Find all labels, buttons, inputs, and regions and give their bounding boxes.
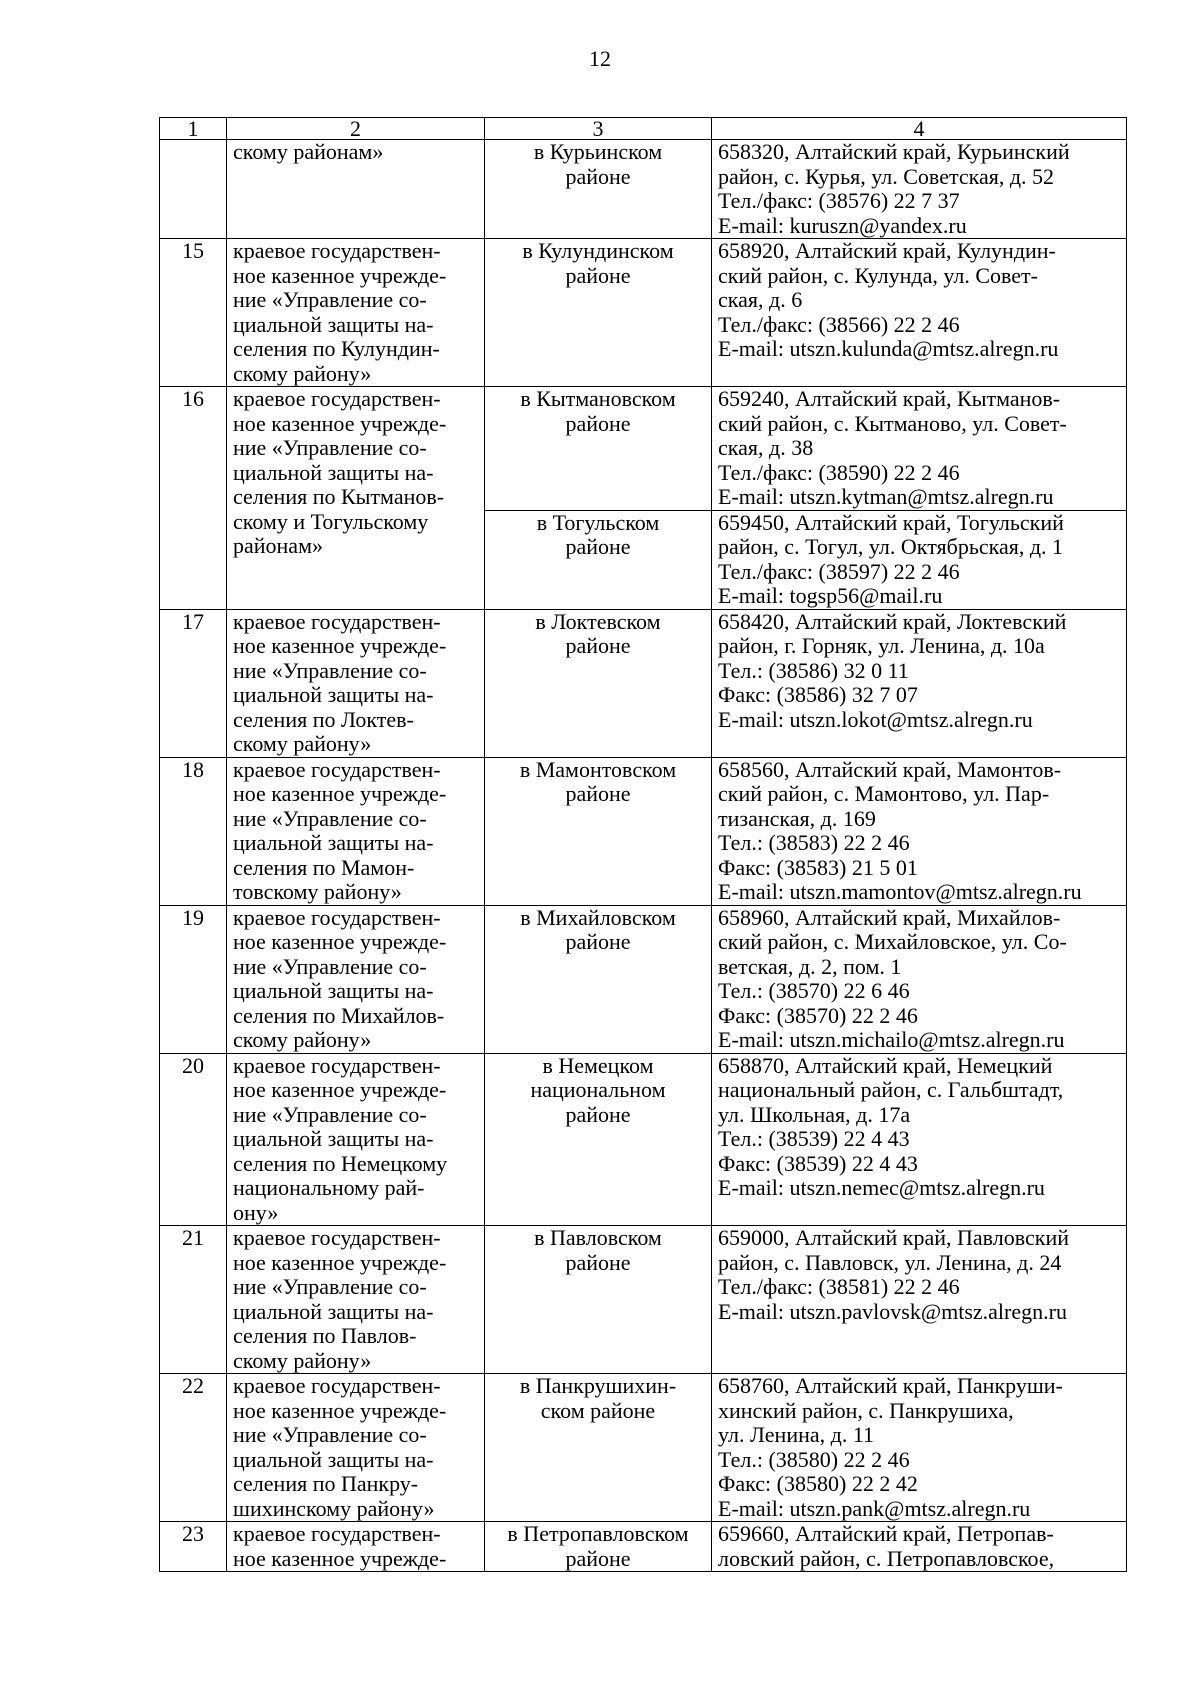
institution-name <box>227 387 485 610</box>
address-line: Тел.: (38583) 22 2 46 <box>718 830 910 855</box>
district-cell <box>485 757 712 905</box>
district-line: районе <box>565 781 631 806</box>
address-line: национальный район, с. Гальбштадт, <box>718 1077 1064 1102</box>
institution-name-line: селения по Немецкому <box>233 1150 448 1176</box>
institution-name-line: ние «Управление со- <box>233 1274 427 1299</box>
institution-name-line: ное казенное учрежде- <box>233 410 447 436</box>
address-line: E-mail: utszn.michailo@mtsz.alregn.ru <box>718 1027 1065 1052</box>
institution-name-line: ние «Управление со- <box>233 657 427 683</box>
district-line: в Курьинском <box>533 139 663 164</box>
address-line: Тел.: (38539) 22 4 43 <box>718 1126 910 1151</box>
table-row <box>160 757 1127 905</box>
institution-name-line: ние «Управление со- <box>233 805 427 831</box>
district-cell <box>485 609 712 757</box>
address-line: Тел.: (38570) 22 6 46 <box>718 978 910 1003</box>
address-line: ская, д. 6 <box>718 287 803 312</box>
institution-name-line: ное казенное учрежде- <box>233 262 447 288</box>
institution-name <box>227 757 485 905</box>
address-line: ская, д. 38 <box>718 435 814 460</box>
district-line: в Тогульском <box>536 509 660 535</box>
table-row <box>160 609 1127 757</box>
institution-name-line: ное казенное учрежде- <box>233 1249 447 1275</box>
address-line: тизанская, д. 169 <box>718 805 876 831</box>
address-line: ул. Школьная, д. 17а <box>718 1101 911 1127</box>
institution-name-line: циальной защиты на- <box>233 311 434 337</box>
address-line: Тел./факс: (38590) 22 2 46 <box>718 459 960 485</box>
address-line: 658420, Алтайский край, Локтевский <box>718 608 1067 634</box>
district-cell <box>485 1374 712 1522</box>
institution-name-line: ное казенное учрежде- <box>233 633 447 658</box>
table-body <box>160 140 1127 1572</box>
district-line: в Кулундинском <box>522 238 674 263</box>
institution-name-line: селения по Мамон- <box>233 854 415 880</box>
address-line: E-mail: utszn.kytman@mtsz.alregn.ru <box>718 484 1054 509</box>
address-line: Факс: (38570) 22 2 46 <box>718 1002 918 1028</box>
header-col-2: 2 <box>227 118 485 140</box>
institution-name-line: ние «Управление со- <box>233 953 427 979</box>
institution-name-line: краевое государствен- <box>233 1521 441 1546</box>
district-cell <box>485 1053 712 1226</box>
institution-name-line: краевое государствен- <box>233 904 441 930</box>
institution-name-line: ное казенное учрежде- <box>233 1077 447 1102</box>
address-line: Тел./факс: (38581) 22 2 46 <box>718 1274 960 1299</box>
district-cell <box>485 1226 712 1374</box>
district-line: в Мамонтовском <box>519 756 677 782</box>
address-cell <box>712 1374 1127 1522</box>
institution-name-line: ное казенное учрежде- <box>233 929 447 954</box>
institution-name-line: краевое государствен- <box>233 756 441 782</box>
institution-name <box>227 140 485 239</box>
institution-name-line: циальной защиты на- <box>233 978 434 1003</box>
address-line: 658870, Алтайский край, Немецкий <box>718 1052 1053 1078</box>
institution-name-line: краевое государствен- <box>233 386 441 411</box>
district-line: районе <box>565 1545 631 1571</box>
address-line: ский район, с. Мамонтово, ул. Пар- <box>718 781 1050 806</box>
district-line: в Петропавловском <box>507 1521 689 1546</box>
address-line: Тел.: (38586) 32 0 11 <box>718 657 909 683</box>
institution-name-line: ние «Управление со- <box>233 435 427 460</box>
institution-name-line: селения по Павлов- <box>233 1323 417 1348</box>
address-line: Тел./факс: (38576) 22 7 37 <box>718 188 960 213</box>
institution-name-line: шихинскому району» <box>233 1495 435 1521</box>
address-line: 658760, Алтайский край, Панкруши- <box>718 1373 1063 1398</box>
address-line: ский район, с. Михайловское, ул. Со- <box>718 929 1067 954</box>
address-line: хинский район, с. Панкрушиха, <box>718 1397 1014 1423</box>
address-line: ул. Ленина, д. 11 <box>718 1422 875 1447</box>
row-number: 20 <box>160 1053 227 1226</box>
address-line: 658960, Алтайский край, Михайлов- <box>718 904 1061 930</box>
institution-name-line: селения по Михайлов- <box>233 1002 445 1028</box>
institution-name-line: ние «Управление со- <box>233 1101 427 1127</box>
table-row <box>160 905 1127 1053</box>
institution-name <box>227 905 485 1053</box>
address-cell <box>712 510 1127 609</box>
district-line: районе <box>565 262 631 288</box>
district-line: в Михайловском <box>520 904 676 930</box>
institution-name-line: краевое государствен- <box>233 238 441 263</box>
address-line: 658320, Алтайский край, Курьинский <box>718 139 1070 164</box>
institution-name <box>227 1226 485 1374</box>
institution-name-line: краевое государствен- <box>233 1225 441 1250</box>
address-line: район, г. Горняк, ул. Ленина, д. 10а <box>718 633 1045 658</box>
institution-name-line: циальной защиты на- <box>233 1446 434 1472</box>
address-cell <box>712 905 1127 1053</box>
row-number: 23 <box>160 1522 227 1572</box>
institution-name <box>227 239 485 387</box>
district-cell <box>485 1522 712 1572</box>
institution-name-line: краевое государствен- <box>233 1052 441 1078</box>
institution-name-line: селения по Кулундин- <box>233 336 440 361</box>
institution-name-line: ону» <box>233 1199 279 1225</box>
address-line: E-mail: kuruszn@yandex.ru <box>718 212 967 238</box>
address-line: Факс: (38583) 21 5 01 <box>718 854 918 880</box>
institution-name-line: ное казенное учрежде- <box>233 1545 447 1571</box>
table-row <box>160 387 1127 511</box>
district-line: районе <box>565 1249 631 1275</box>
institution-name-line: циальной защиты на- <box>233 1298 434 1324</box>
institution-name-line: ное казенное учрежде- <box>233 1397 447 1423</box>
address-line: Факс: (38539) 22 4 43 <box>718 1150 918 1176</box>
institution-name <box>227 1374 485 1522</box>
district-line: в Локтевском <box>535 608 661 634</box>
address-line: E-mail: utszn.mamontov@mtsz.alregn.ru <box>718 879 1082 904</box>
address-line: E-mail: utszn.pank@mtsz.alregn.ru <box>718 1495 1031 1521</box>
institution-name <box>227 1053 485 1226</box>
institution-name-line: циальной защиты на- <box>233 459 434 485</box>
address-line: район, с. Тогул, ул. Октябрьская, д. 1 <box>718 534 1064 559</box>
page-number: 12 <box>589 46 611 71</box>
address-line: район, с. Курья, ул. Советская, д. 52 <box>718 163 1055 189</box>
district-line: районе <box>565 929 631 954</box>
address-cell <box>712 140 1127 239</box>
address-line: Факс: (38586) 32 7 07 <box>718 682 918 707</box>
institution-name-line: товскому району» <box>233 879 402 904</box>
institution-name-line: скому району» <box>233 1027 372 1052</box>
table-row <box>160 1226 1127 1374</box>
district-line: в Панкрушихин- <box>519 1373 677 1398</box>
district-line: районе <box>565 1101 631 1127</box>
district-line: районе <box>565 633 631 658</box>
address-line: 659000, Алтайский край, Павловский <box>718 1225 1070 1250</box>
address-line: ловский район, с. Петропавловское, <box>718 1545 1055 1571</box>
address-line: Тел./факс: (38566) 22 2 46 <box>718 311 960 337</box>
address-line: 659240, Алтайский край, Кытманов- <box>718 386 1061 411</box>
institution-name-line: селения по Локтев- <box>233 706 414 732</box>
address-line: район, с. Павловск, ул. Ленина, д. 24 <box>718 1249 1062 1275</box>
district-line: ском районе <box>540 1397 656 1423</box>
row-number: 19 <box>160 905 227 1053</box>
institution-name-line: скому и Тогульскому <box>233 508 429 534</box>
address-line: E-mail: togsp56@mail.ru <box>718 583 943 608</box>
institution-name-line: ное казенное учрежде- <box>233 781 447 806</box>
institution-name-line: скому району» <box>233 731 372 756</box>
address-line: E-mail: utszn.lokot@mtsz.alregn.ru <box>718 706 1033 732</box>
address-line: E-mail: utszn.nemec@mtsz.alregn.ru <box>718 1175 1045 1200</box>
district-cell <box>485 387 712 511</box>
address-cell <box>712 1053 1127 1226</box>
row-number: 18 <box>160 757 227 905</box>
institution-name-line: районам» <box>233 533 323 558</box>
address-line: ский район, с. Кулунда, ул. Совет- <box>718 262 1038 288</box>
address-line: E-mail: utszn.pavlovsk@mtsz.alregn.ru <box>718 1298 1067 1324</box>
district-cell <box>485 510 712 609</box>
row-number: 17 <box>160 609 227 757</box>
address-line: ский район, с. Кытманово, ул. Совет- <box>718 410 1067 436</box>
address-cell <box>712 1522 1127 1572</box>
table-row <box>160 140 1127 239</box>
address-line: Тел./факс: (38597) 22 2 46 <box>718 558 960 584</box>
address-cell <box>712 239 1127 387</box>
row-number: 16 <box>160 387 227 610</box>
header-col-4: 4 <box>712 118 1127 140</box>
address-cell <box>712 609 1127 757</box>
district-line: районе <box>565 410 631 436</box>
institution-name-line: циальной защиты на- <box>233 1126 434 1151</box>
address-line: 659450, Алтайский край, Тогульский <box>718 509 1064 535</box>
institution-name-line: краевое государствен- <box>233 1373 441 1398</box>
table-row <box>160 1374 1127 1522</box>
district-line: в Кытмановском <box>520 386 676 411</box>
address-line: Факс: (38580) 22 2 42 <box>718 1471 918 1496</box>
institution-name-line: циальной защиты на- <box>233 830 434 855</box>
institution-name-line: национальному рай- <box>233 1175 425 1200</box>
district-line: районе <box>565 163 631 189</box>
address-line: 658560, Алтайский край, Мамонтов- <box>718 756 1062 782</box>
district-line: районе <box>565 534 631 559</box>
district-line: национальном <box>530 1077 666 1102</box>
address-line: 659660, Алтайский край, Петропав- <box>718 1521 1054 1546</box>
address-line: Тел.: (38580) 22 2 46 <box>718 1446 910 1472</box>
address-cell <box>712 1226 1127 1374</box>
header-col-1: 1 <box>160 118 227 140</box>
row-number: 15 <box>160 239 227 387</box>
table-row <box>160 1522 1127 1572</box>
address-line: E-mail: utszn.kulunda@mtsz.alregn.ru <box>718 336 1059 361</box>
institution-name-line: скому району» <box>233 360 372 386</box>
institution-name-line: ние «Управление со- <box>233 287 427 312</box>
institution-name-line: краевое государствен- <box>233 608 441 634</box>
institution-name-line: скому районам» <box>233 139 384 164</box>
institutions-table <box>159 117 1127 1572</box>
institution-name-line: скому району» <box>233 1347 372 1373</box>
row-number: 22 <box>160 1374 227 1522</box>
row-number <box>160 140 227 239</box>
table-row <box>160 239 1127 387</box>
district-line: в Немецком <box>542 1052 654 1078</box>
header-col-3: 3 <box>485 118 712 140</box>
address-line: 658920, Алтайский край, Кулундин- <box>718 238 1056 263</box>
table-row <box>160 1053 1127 1226</box>
header-row <box>160 118 1127 140</box>
institution-name-line: селения по Панкру- <box>233 1471 419 1496</box>
district-line: в Павловском <box>534 1225 662 1250</box>
district-cell <box>485 140 712 239</box>
institution-name-line: циальной защиты на- <box>233 682 434 707</box>
institution-name-line: ние «Управление со- <box>233 1422 427 1447</box>
address-cell <box>712 757 1127 905</box>
district-cell <box>485 239 712 387</box>
district-cell <box>485 905 712 1053</box>
institution-name-line: селения по Кытманов- <box>233 484 445 509</box>
row-number: 21 <box>160 1226 227 1374</box>
institution-name <box>227 1522 485 1572</box>
address-line: ветская, д. 2, пом. 1 <box>718 953 902 979</box>
address-cell <box>712 387 1127 511</box>
institution-name <box>227 609 485 757</box>
